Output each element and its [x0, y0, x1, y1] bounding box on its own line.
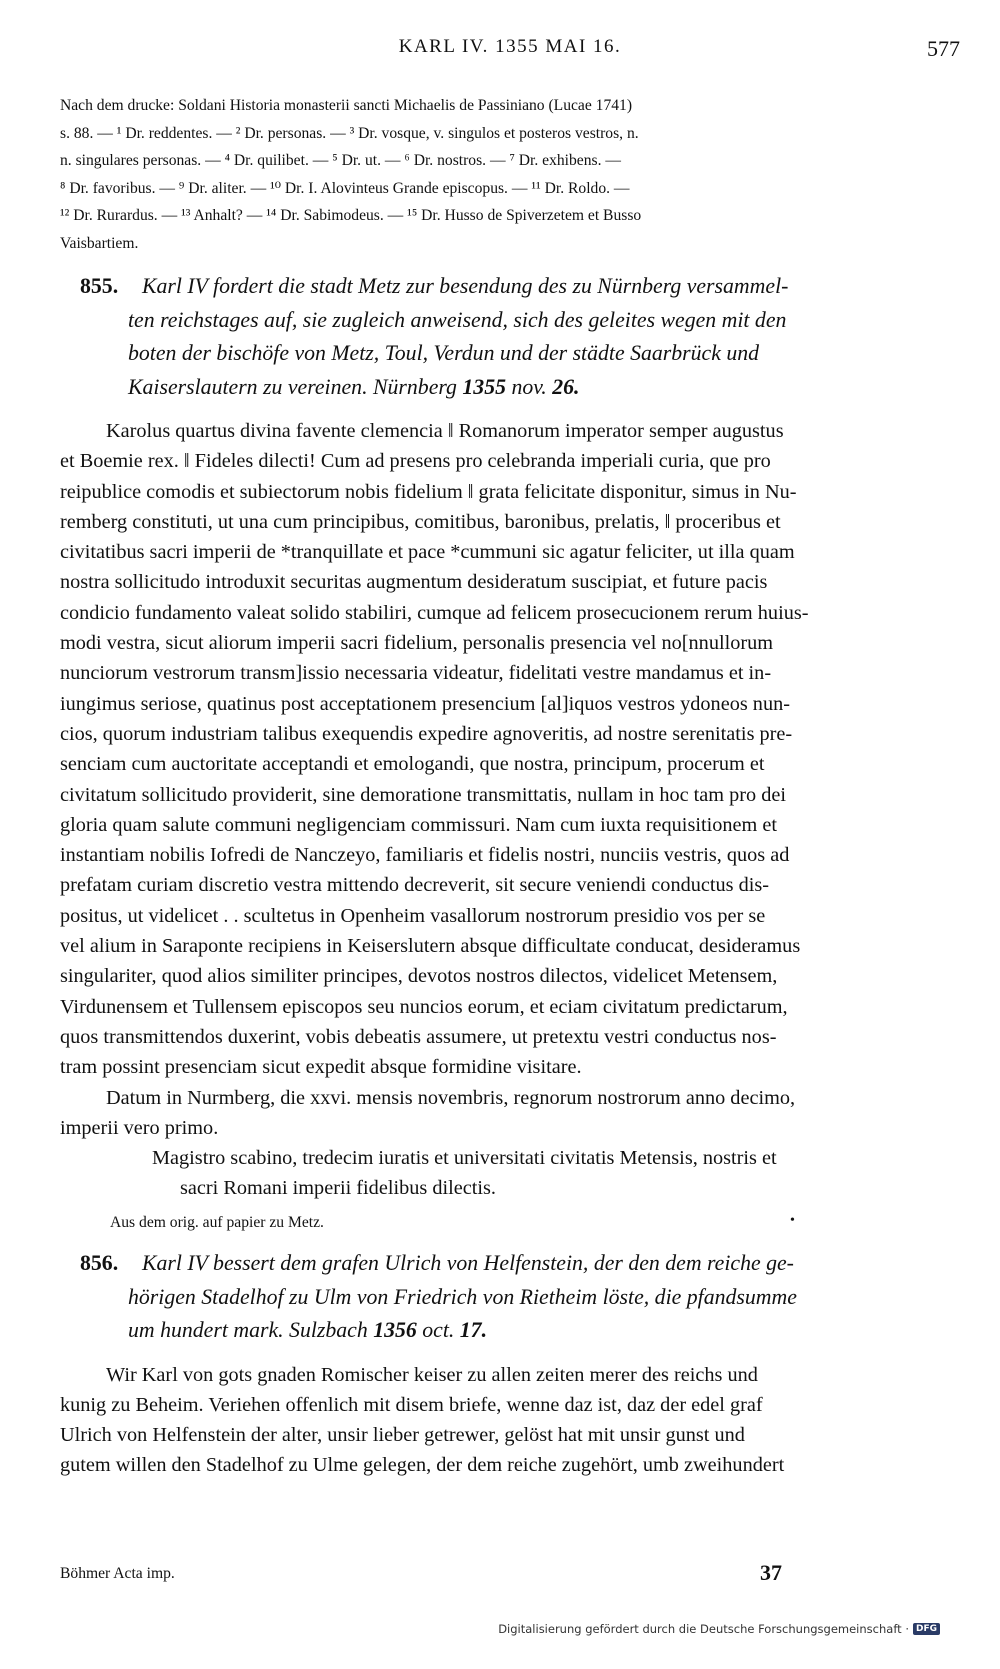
text-line: Wir Karl von gots gnaden Romischer keiser zu allen zeiten merer des reichs und	[106, 1363, 758, 1386]
text-line: kunig zu Beheim. Veriehen offenlich mit disem briefe, wenne daz ist, daz der edel graf	[60, 1393, 763, 1416]
running-header	[60, 36, 960, 66]
text-line: civitatibus sacri imperii de *tranquillate et pace *cummuni sic agatur feliciter, ut illa quam	[60, 541, 795, 564]
footnotes-previous-document	[60, 92, 960, 257]
text-line: Virdunensem et Tullensem episcopos seu nuncios eorum, et eciam civitatum predictarum,	[60, 995, 788, 1018]
running-title: KARL IV. 1355 MAI 16.	[398, 36, 622, 57]
text-line: senciam cum auctoritate acceptandi et emologandi, que nostra, principum, procerum et	[60, 753, 765, 776]
series-title: Böhmer Acta imp.	[60, 1565, 175, 1582]
heading-line: boten der bischöfe von Metz, Toul, Verdun und der städte Saarbrück und	[128, 341, 760, 365]
text-line: remberg constituti, ut una cum principibus, comitibus, baronibus, prelatis, ‖ proceribus et	[60, 510, 781, 533]
text-line: positus, ut videlicet . . scultetus in Openheim vasallorum nostrorum presidio vos per se	[60, 904, 766, 927]
text-line: vel alium in Saraponte recipiens in Keiserslutern absque difficultate conducat, desideramus	[60, 935, 801, 958]
heading-line: hörigen Stadelhof zu Ulm von Friedrich von Rietheim löste, die pfandsumme	[128, 1284, 797, 1309]
text-line: gutem willen den Stadelhof zu Ulme gelegen, der dem reiche zugehört, umb zweihundert	[60, 1454, 785, 1477]
source-note: Aus dem orig. auf papier zu Metz.	[110, 1213, 324, 1231]
text-line: Ulrich von Helfenstein der alter, unsir lieber getrewer, gelöst hat mit unsir gunst und	[60, 1424, 745, 1447]
text-line: tram possint presenciam sicut expedit absque formidine visitare.	[60, 1056, 582, 1079]
heading-line: um hundert mark. Sulzbach	[128, 1318, 368, 1342]
document-856	[60, 1247, 960, 1481]
note-line: ¹² Dr. Rurardus. — ¹³ Anhalt? — ¹⁴ Dr. Sabimodeus. — ¹⁵ Dr. Husso de Spiverzetem et Busso	[60, 207, 642, 224]
text-line: cios, quorum industriam talibus exequendis expedire agnoveritis, ad nostre serenitatis pre-	[60, 722, 793, 745]
document-number: 855.	[80, 274, 119, 298]
note-line: Nach dem drucke: Soldani Historia monasterii sancti Michaelis de Passiniano (Lucae 1741)	[60, 97, 633, 114]
text-line: prefatam curiam discretio vestra mittendo decreverit, sit secure veniendi conductus dis-	[60, 874, 770, 897]
text-line: reipublice comodis et subiectorum nobis fidelium ‖ grata felicitate disponitur, simus in Nu-	[60, 480, 797, 503]
text-line: quos transmittendos duxerint, vobis debeatis assumere, ut pretextu vestri conductus nos-	[60, 1025, 777, 1048]
text-line: nunciorum vestrorum transm]issio necessaria videatur, fidelitati vestre mandamus et in-	[60, 662, 772, 685]
heading-line: Kaiserslautern zu vereinen. Nürnberg	[128, 374, 457, 399]
text-line: civitatum sollicitudo providerit, sine demoratione transmittatis, nullam in hoc tam pro dei	[60, 783, 787, 806]
digitization-note: Digitalisierung gefördert durch die Deutsche Forschungsgemeinschaft ·	[498, 1622, 909, 1636]
heading-line: Karl IV bessert dem grafen Ulrich von Helfenstein, der den dem reiche ge-	[142, 1251, 794, 1275]
datum-line: imperii vero primo.	[60, 1116, 219, 1139]
note-line: ⁸ Dr. favoribus. — ⁹ Dr. aliter. — ¹⁰ Dr. I. Alovinteus Grande episcopus. — ¹¹ Dr. Roldo. —	[60, 179, 630, 197]
date-year: 1356	[373, 1318, 417, 1342]
text-line: et Boemie rex. ‖ Fideles dilecti! Cum ad presens pro celebranda imperiali curia, que pro	[60, 450, 771, 473]
text-line: Karolus quartus divina favente clemencia ‖ Romanorum imperator semper augustus	[106, 420, 784, 442]
document-855-heading	[60, 270, 960, 404]
note-line: n. singulares personas. — ⁴ Dr. quilibet. — ⁵ Dr. ut. — ⁶ Dr. nostros. — ⁷ Dr. exhibens. —	[60, 152, 621, 169]
date-month: nov.	[511, 374, 547, 399]
text-line: condicio fundamento valeat solido stabiliri, cumque ad felicem prosecucionem rerum huius-	[60, 601, 809, 624]
date-year: 1355	[462, 374, 506, 399]
dfg-logo-icon: DFG	[913, 1623, 940, 1635]
page-number: 577	[927, 36, 960, 61]
text-line: modi vestra, sicut aliorum imperii sacri fidelium, personalis presencia vel no[nnullorum	[60, 632, 774, 655]
document-856-text	[60, 1360, 960, 1481]
date-day: 26.	[552, 374, 580, 399]
note-line: Vaisbartiem.	[60, 234, 139, 252]
text-line: instantiam nobilis Iofredi de Nanczeyo, familiaris et fidelis nostri, nunciis vestris, quos ad	[60, 844, 790, 867]
digitization-credit	[498, 1622, 940, 1636]
address-line: sacri Romani imperii fidelibus dilectis.	[180, 1177, 496, 1200]
separator-mark: •	[790, 1213, 795, 1228]
note-line: s. 88. — ¹ Dr. reddentes. — ² Dr. personas. — ³ Dr. vosque, v. singulos et posteros vestros, n.	[60, 124, 639, 142]
date-day: 17.	[459, 1318, 488, 1342]
heading-line: ten reichstages auf, sie zugleich anweisend, sich des geleites wegen mit den	[128, 307, 787, 332]
text-line: nostra sollicitudo introduxit securitas augmentum desideratum suscipiat, et future pacis	[60, 571, 768, 594]
text-line: iungimus seriose, quatinus post acceptationem presencium [al]iquos vestros ydoneos nun-	[60, 692, 790, 715]
document-855	[60, 270, 960, 1232]
heading-line: Karl IV fordert die stadt Metz zur besendung des zu Nürnberg versammel-	[142, 274, 789, 298]
text-line: gloria quam salute communi negligenciam commissuri. Nam cum iuxta requisitionem et	[60, 813, 778, 836]
document-number: 856.	[80, 1251, 119, 1275]
address-line: Magistro scabino, tredecim iuratis et universitati civitatis Metensis, nostris et	[152, 1147, 777, 1170]
signature-mark: 37	[760, 1560, 782, 1585]
text-line: singulariter, quod alios similiter principes, devotos nostros dilectos, videlicet Metensem,	[60, 965, 778, 988]
document-856-heading	[60, 1247, 960, 1348]
date-month: oct.	[422, 1318, 455, 1342]
datum-line: Datum in Nurmberg, die xxvi. mensis novembris, regnorum nostrorum anno decimo,	[106, 1086, 796, 1109]
document-855-text	[60, 416, 960, 1204]
